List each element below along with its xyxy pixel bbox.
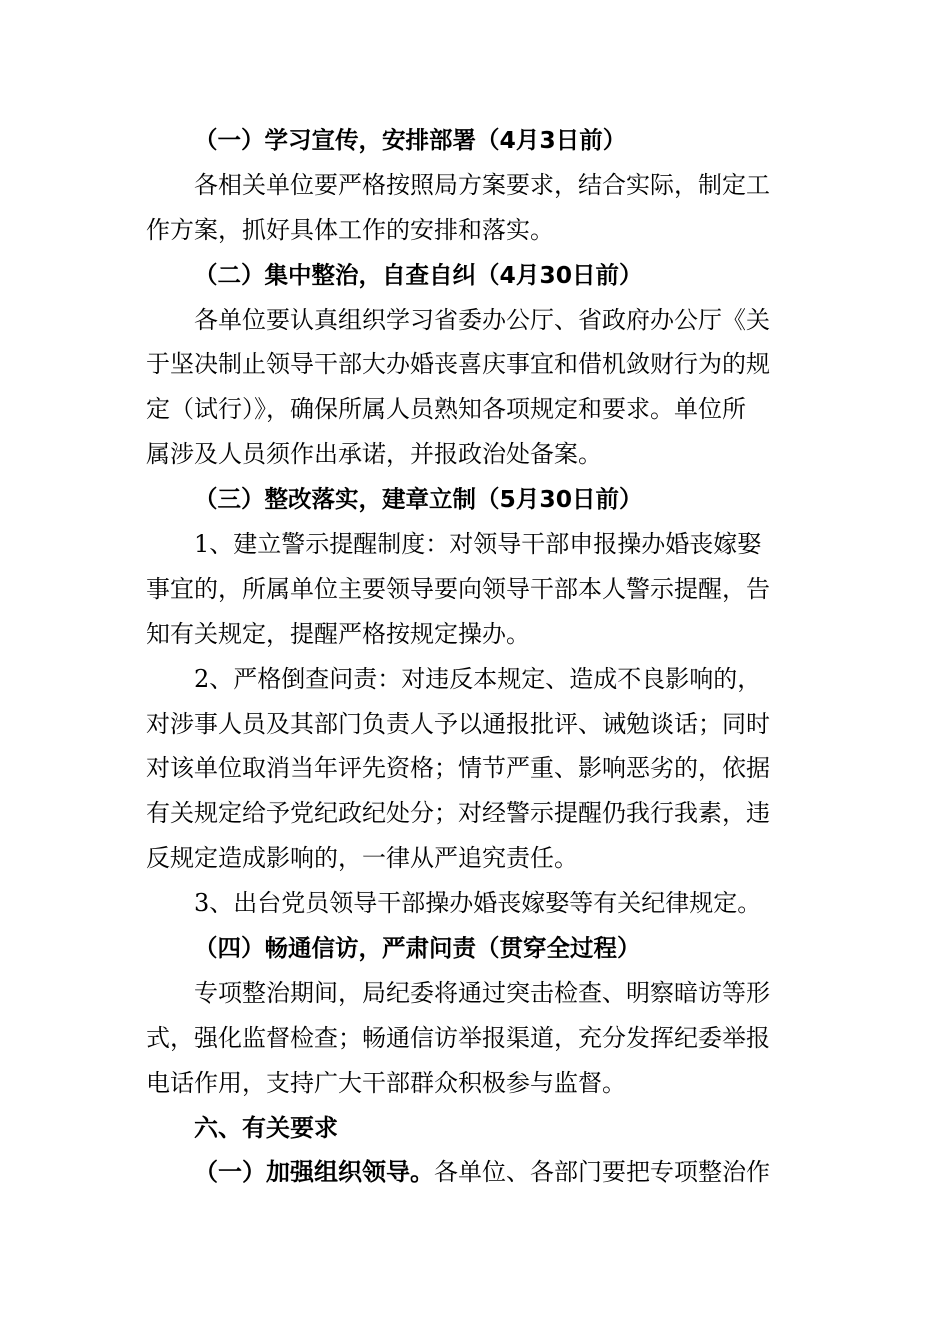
list-item-line: 对涉事人员及其部门负责人予以通报批评、诫勉谈话；同时 [146, 709, 770, 738]
section-heading-3: （三）整改落实，建章立制（5月30日前） [194, 485, 643, 514]
list-item-line: 事宜的，所属单位主要领导要向领导干部本人警示提醒，告 [146, 574, 770, 603]
list-item-line: 有关规定给予党纪政纪处分；对经警示提醒仍我行我素，违 [146, 799, 770, 828]
paragraph-line: 各相关单位要严格按照局方案要求，结合实际，制定工 [194, 170, 770, 199]
paragraph-line: 作方案，抓好具体工作的安排和落实。 [146, 215, 554, 244]
section-heading-6: 六、有关要求 [194, 1113, 338, 1142]
paragraph-line: 专项整治期间，局纪委将通过突击检查、明察暗访等形 [194, 978, 770, 1007]
paragraph-line: 电话作用，支持广大干部群众积极参与监督。 [146, 1068, 626, 1097]
list-item-line: 知有关规定，提醒严格按规定操办。 [146, 619, 530, 648]
paragraph-text: 各单位、各部门要把专项整治作 [434, 1158, 770, 1187]
paragraph-line [146, 1150, 810, 1195]
document-body [146, 118, 810, 1195]
paragraph-line: 属涉及人员须作出承诺，并报政治处备案。 [146, 440, 602, 469]
paragraph-line: 于坚决制止领导干部大办婚丧喜庆事宜和借机敛财行为的规 [146, 350, 770, 379]
list-item-line: 对该单位取消当年评先资格；情节严重、影响恶劣的，依据 [146, 754, 770, 783]
paragraph-line: 定（试行）》，确保所属人员熟知各项规定和要求。单位所 [146, 395, 746, 424]
list-item-line: 3、出台党员领导干部操办婚丧嫁娶等有关纪律规定。 [194, 889, 762, 918]
section-heading-1: （一）学习宣传，安排部署（4月3日前） [194, 126, 627, 154]
subsection-heading: （一）加强组织领导。 [194, 1158, 434, 1187]
section-heading-4: （四）畅通信访，严肃问责（贯穿全过程） [194, 934, 641, 963]
list-item-line: 反规定造成影响的，一律从严追究责任。 [146, 844, 578, 873]
list-item-line: 1、建立警示提醒制度：对领导干部申报操办婚丧嫁娶 [194, 530, 762, 559]
section-heading-2: （二）集中整治，自查自纠（4月30日前） [194, 260, 643, 289]
paragraph-line: 各单位要认真组织学习省委办公厅、省政府办公厅《关 [194, 305, 770, 334]
paragraph-line: 式，强化监督检查；畅通信访举报渠道，充分发挥纪委举报 [146, 1023, 770, 1052]
list-item-line: 2、严格倒查问责：对违反本规定、造成不良影响的， [194, 664, 762, 693]
